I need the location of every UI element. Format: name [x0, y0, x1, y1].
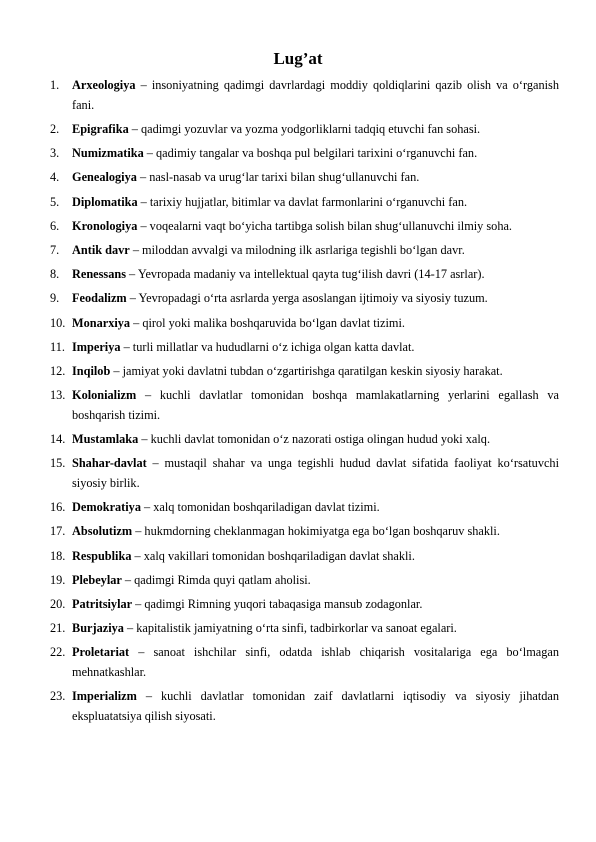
entry-number: 5. — [50, 194, 60, 209]
entry-definition: – hukmdorning cheklanmagan hokimiyatga ega bo‘lgan boshqaruv shakli. — [132, 524, 500, 539]
entry-term: Imperializm — [72, 689, 137, 704]
entry-number: 22. — [50, 645, 66, 660]
entry-definition: – mustaqil shahar va unga tegishli hudud davlat sifatida faoliyat ko‘rsatuvchi siyosiy birlik. — [72, 456, 559, 490]
entry-number: 4. — [50, 170, 60, 185]
glossary-list — [50, 76, 559, 731]
entry-definition: – Yevropadagi o‘rta asrlarda yerga asoslangan ijtimoiy va siyosiy tuzum. — [126, 291, 488, 306]
glossary-entry — [50, 571, 559, 591]
page-title: Lug’at — [273, 49, 323, 69]
glossary-entry — [50, 386, 559, 425]
entry-number: 2. — [50, 121, 60, 136]
entry-number: 7. — [50, 242, 60, 257]
entry-definition: – voqealarni vaqt bo‘yicha tartibga solish bilan shug‘ullanuvchi ilmiy soha. — [137, 218, 513, 233]
entry-definition: – kuchli davlatlar tomonidan boshqa mamlakatlarning yerlarini egallash va boshqarish tizimi. — [72, 388, 559, 422]
entry-number: 9. — [50, 291, 60, 306]
entry-term: Inqilob — [72, 363, 111, 378]
entry-number: 20. — [50, 596, 66, 611]
entry-term: Patritsiylar — [72, 596, 133, 611]
entry-term: Plebeylar — [72, 572, 122, 587]
entry-number: 19. — [50, 572, 66, 587]
entry-term: Numizmatika — [72, 146, 144, 161]
entry-number: 23. — [50, 689, 66, 704]
glossary-entry — [50, 217, 559, 237]
entry-term: Kronologiya — [72, 218, 138, 233]
entry-definition: – qadimgi Rimning yuqori tabaqasiga mansub zodagonlar. — [132, 596, 423, 611]
entry-definition: – turli millatlar va hududlarni o‘z ichiga olgan katta davlat. — [120, 339, 415, 354]
glossary-entry — [50, 454, 559, 493]
entry-number: 18. — [50, 548, 66, 563]
entry-definition: – qirol yoki malika boshqaruvida bo‘lgan davlat tizimi. — [130, 315, 405, 330]
entry-term: Shahar-davlat — [72, 456, 147, 471]
glossary-entry — [50, 522, 559, 542]
glossary-entry — [50, 120, 559, 140]
entry-number: 12. — [50, 363, 66, 378]
entry-definition: – kapitalistik jamiyatning o‘rta sinfi, tadbirkorlar va sanoat egalari. — [123, 621, 457, 636]
glossary-entry — [50, 193, 559, 213]
entry-number: 16. — [50, 500, 66, 515]
entry-definition: – nasl-nasab va urug‘lar tarixi bilan shug‘ullanuvchi fan. — [136, 170, 420, 185]
entry-term: Genealogiya — [72, 170, 137, 185]
entry-definition: – kuchli davlatlar tomonidan zaif davlatlarni iqtisodiy va siyosiy jihatdan ekspluatatsiya qilish siyosati. — [72, 689, 559, 723]
glossary-entry — [50, 144, 559, 164]
glossary-entry — [50, 168, 559, 188]
entry-definition: – insoniyatning qadimgi davrlardagi moddiy qoldiqlarini qazib olish va o‘rganish fani. — [72, 78, 559, 112]
entry-term: Monarxiya — [72, 315, 131, 330]
glossary-entry — [50, 289, 559, 309]
glossary-entry — [50, 547, 559, 567]
entry-definition: – tarixiy hujjatlar, bitimlar va davlat farmonlarini o‘rganuvchi fan. — [137, 194, 468, 209]
entry-definition: – qadimiy tangalar va boshqa pul belgilari tarixini o‘rganuvchi fan. — [143, 146, 478, 161]
entry-number: 21. — [50, 621, 66, 636]
glossary-entry — [50, 265, 559, 285]
entry-number: 1. — [50, 78, 60, 92]
glossary-entry — [50, 643, 559, 682]
entry-term: Antik davr — [72, 242, 130, 257]
entry-term: Diplomatika — [72, 194, 138, 209]
entry-definition: – sanoat ishchilar sinfi, odatda ishlab chiqarish vositalariga ega bo‘lmagan mehnatkashlar. — [72, 645, 559, 680]
entry-term: Epigrafika — [72, 121, 129, 136]
glossary-entry — [50, 76, 559, 115]
glossary-entry — [50, 430, 559, 450]
entry-number: 14. — [50, 432, 66, 447]
entry-definition: – qadimgi yozuvlar va yozma yodgorliklarni tadqiq etuvchi fan sohasi. — [128, 121, 481, 136]
entry-definition: – Yevropada madaniy va intellektual qayta tug‘ilish davri (14-17 asrlar). — [125, 267, 485, 282]
entry-number: 11. — [50, 339, 65, 354]
entry-definition: – xalq tomonidan boshqariladigan davlat tizimi. — [140, 500, 380, 515]
glossary-entry — [50, 338, 559, 358]
entry-term: Burjaziya — [72, 621, 124, 636]
glossary-entry — [50, 619, 559, 639]
entry-number: 3. — [50, 146, 60, 161]
entry-definition: – jamiyat yoki davlatni tubdan o‘zgartirishga qaratilgan keskin siyosiy harakat. — [110, 363, 503, 378]
entry-definition: – kuchli davlat tomonidan o‘z nazorati ostiga olingan hudud yoki xalq. — [138, 432, 491, 447]
entry-term: Demokratiya — [72, 500, 141, 515]
entry-definition: – miloddan avvalgi va milodning ilk asrlariga tegishli bo‘lgan davr. — [129, 242, 465, 257]
entry-definition: – qadimgi Rimda quyi qatlam aholisi. — [121, 572, 311, 587]
glossary-entry — [50, 241, 559, 261]
entry-term: Respublika — [72, 548, 132, 563]
entry-term: Arxeologiya — [72, 78, 136, 92]
entry-term: Proletariat — [72, 645, 130, 660]
glossary-entry — [50, 362, 559, 382]
entry-term: Kolonializm — [72, 388, 137, 403]
glossary-entry — [50, 498, 559, 518]
glossary-entry — [50, 314, 559, 334]
entry-number: 13. — [50, 388, 66, 403]
entry-number: 17. — [50, 524, 66, 539]
entry-definition: – xalq vakillari tomonidan boshqariladigan davlat shakli. — [131, 548, 415, 563]
entry-number: 15. — [50, 456, 66, 471]
entry-number: 10. — [50, 315, 66, 330]
entry-term: Renessans — [72, 267, 126, 282]
entry-term: Absolutizm — [72, 524, 133, 539]
glossary-entry — [50, 687, 559, 726]
entry-term: Feodalizm — [72, 291, 127, 306]
entry-number: 6. — [50, 218, 60, 233]
entry-term: Mustamlaka — [72, 432, 139, 447]
glossary-entry — [50, 595, 559, 615]
entry-number: 8. — [50, 267, 60, 282]
entry-term: Imperiya — [72, 339, 121, 354]
